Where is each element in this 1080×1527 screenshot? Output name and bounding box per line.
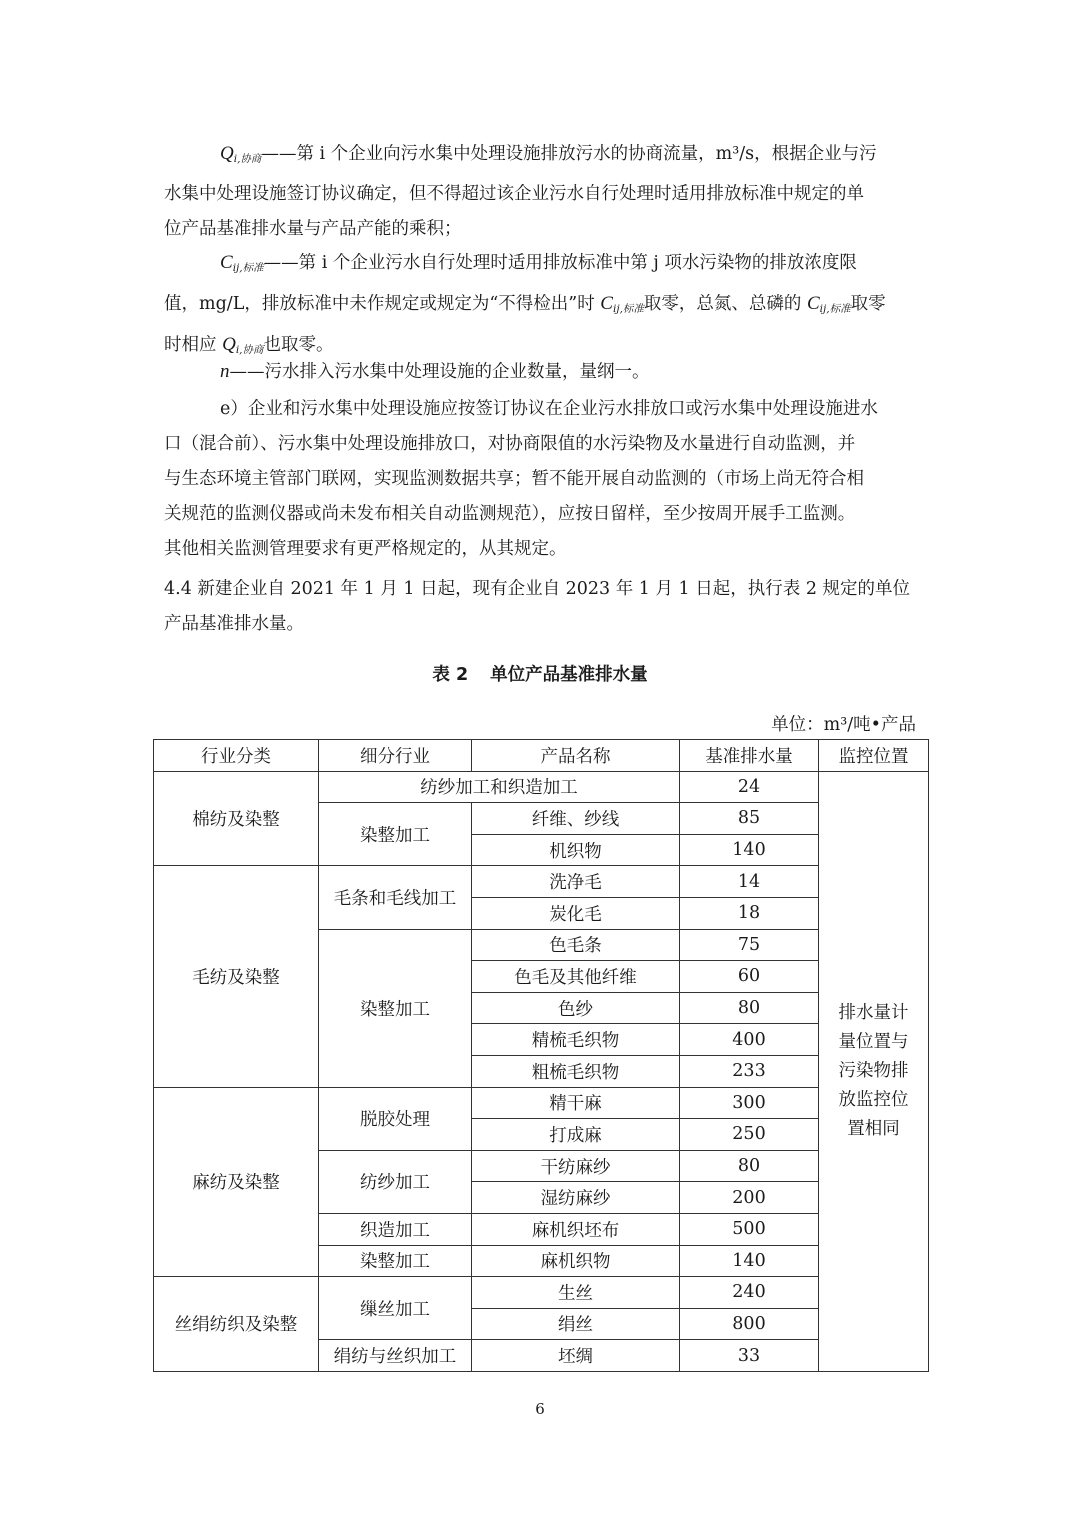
value-cell: 24 [680, 771, 819, 803]
c-symbol-inline-2: C [806, 293, 820, 314]
c-text-3b: 也取零。 [263, 335, 334, 355]
subsector-cell: 染整加工 [319, 929, 472, 1087]
value-cell: 75 [680, 929, 819, 961]
subsector-cell: 染整加工 [319, 803, 472, 866]
subsector-cell: 脱胶处理 [319, 1087, 472, 1150]
c-text-2c: 取零 [850, 294, 886, 314]
monitor-line: 置相同 [847, 1118, 900, 1139]
subsector-cell: 织造加工 [319, 1213, 472, 1245]
monitor-line: 排水量计 [838, 1002, 909, 1023]
clause-4-4-line-2: 产品基准排水量。 [164, 614, 304, 634]
q-definition-paragraph [164, 136, 918, 247]
value-cell: 33 [680, 1340, 819, 1372]
subsector-cell: 缫丝加工 [319, 1277, 472, 1340]
value-cell: 80 [680, 1150, 819, 1182]
value-cell: 140 [680, 834, 819, 866]
value-cell: 300 [680, 1087, 819, 1119]
product-cell: 纤维、纱线 [472, 803, 680, 835]
table-row [154, 771, 929, 803]
clause-4-4-paragraph [164, 572, 918, 642]
product-cell: 打成麻 [472, 1119, 680, 1151]
item-e-line-5: 其他相关监测管理要求有更严格规定的，从其规定。 [164, 539, 567, 559]
monitor-line: 污染物排 [838, 1060, 909, 1081]
q-definition-line-3: 位产品基准排水量与产品产能的乘积； [164, 219, 462, 239]
value-cell: 240 [680, 1277, 819, 1309]
product-cell: 精梳毛织物 [472, 1024, 680, 1056]
table-row [154, 866, 929, 898]
item-e-paragraph [164, 392, 918, 567]
c-definition-line-2 [164, 286, 918, 327]
value-cell: 60 [680, 961, 819, 993]
item-e-line-1: e）企业和污水集中处理设施应按签订协议在企业污水排放口或污水集中处理设施进水 [220, 399, 878, 419]
product-cell: 湿纺麻纱 [472, 1182, 680, 1214]
q-symbol-inline: Q [222, 334, 236, 355]
header-subsector: 细分行业 [319, 740, 472, 772]
c-definition-paragraph [164, 245, 918, 368]
q-definition-line-2: 水集中处理设施签订协议确定，但不得超过该企业污水自行处理时适用排放标准中规定的单 [164, 184, 864, 204]
product-cell: 机织物 [472, 834, 680, 866]
category-cell: 毛纺及染整 [154, 866, 319, 1087]
table-unit: 单位：m³/吨•产品 [771, 715, 916, 735]
c-text-3a: 时相应 [164, 335, 223, 355]
category-cell: 麻纺及染整 [154, 1087, 319, 1277]
product-cell: 坯绸 [472, 1340, 680, 1372]
value-cell: 200 [680, 1182, 819, 1214]
baseline-drainage-table [153, 739, 929, 1372]
header-volume: 基准排水量 [680, 740, 819, 772]
monitor-line: 放监控位 [838, 1089, 909, 1110]
product-cell: 精干麻 [472, 1087, 680, 1119]
value-cell: 400 [680, 1024, 819, 1056]
c-symbol-inline-1: C [600, 293, 613, 314]
monitor-line: 量位置与 [838, 1031, 909, 1052]
category-cell: 丝绢纺织及染整 [154, 1277, 319, 1372]
product-cell: 色毛及其他纤维 [472, 961, 680, 993]
product-cell: 炭化毛 [472, 897, 680, 929]
header-category: 行业分类 [154, 740, 319, 772]
product-cell: 绢丝 [472, 1308, 680, 1340]
value-cell: 85 [680, 803, 819, 835]
item-e-line-3: 与生态环境主管部门联网，实现监测数据共享；暂不能开展自动监测的（市场上尚无符合相 [164, 469, 864, 489]
monitor-position-cell [819, 771, 929, 1371]
q-definition-line-1 [164, 136, 918, 177]
subsector-cell: 毛条和毛线加工 [319, 866, 472, 929]
item-e-line-4: 关规范的监测仪器或尚未发布相关自动监测规范），应按日留样，至少按周开展手工监测。 [164, 504, 856, 524]
product-cell: 生丝 [472, 1277, 680, 1309]
q-text-1: ——第 i 个企业向污水集中处理设施排放污水的协商流量，m³/s，根据企业与污 [261, 144, 877, 164]
c-subscript-inline-1: ij,标准 [612, 303, 644, 315]
n-symbol: n [220, 361, 230, 382]
value-cell: 800 [680, 1308, 819, 1340]
table-header-row [154, 740, 929, 772]
subsector-cell: 纺纱加工 [319, 1150, 472, 1213]
product-cell: 麻机织坯布 [472, 1213, 680, 1245]
header-product: 产品名称 [472, 740, 680, 772]
product-cell: 粗梳毛织物 [472, 1055, 680, 1087]
value-cell: 80 [680, 992, 819, 1024]
clause-4-4-line-1: 4.4 新建企业自 2021 年 1 月 1 日起，现有企业自 2023 年 1 月 1 日起，执行表 2 规定的单位 [164, 579, 911, 599]
product-cell: 纺纱加工和织造加工 [319, 771, 680, 803]
q-symbol: Q [220, 143, 234, 164]
table-title: 单位产品基准排水量 [490, 665, 648, 685]
table-row [154, 1087, 929, 1119]
c-text-2a: 值，mg/L，排放标准中未作规定或规定为“不得检出”时 [164, 294, 601, 314]
product-cell: 洗净毛 [472, 866, 680, 898]
header-monitor: 监控位置 [819, 740, 929, 772]
c-subscript: ij,标准 [232, 262, 264, 274]
n-definition-line [164, 354, 918, 390]
value-cell: 500 [680, 1213, 819, 1245]
c-text-2b: 取零，总氮、总磷的 [643, 294, 807, 314]
value-cell: 250 [680, 1119, 819, 1151]
item-e-line-2: 口（混合前）、污水集中处理设施排放口，对协商限值的水污染物及水量进行自动监测，并 [164, 434, 856, 454]
page-number: 6 [535, 1400, 545, 1418]
q-subscript-inline: i,协商 [235, 344, 264, 356]
product-cell: 麻机织物 [472, 1245, 680, 1277]
value-cell: 18 [680, 897, 819, 929]
product-cell: 色毛条 [472, 929, 680, 961]
category-cell: 棉纺及染整 [154, 771, 319, 866]
c-definition-line-1 [164, 245, 918, 286]
table-row [154, 1277, 929, 1309]
value-cell: 233 [680, 1055, 819, 1087]
n-text: ——污水排入污水集中处理设施的企业数量，量纲一。 [229, 362, 650, 382]
monitor-position-text [819, 999, 928, 1144]
n-definition-paragraph [164, 354, 918, 390]
table-number: 表 2 [432, 665, 469, 685]
table-caption [0, 660, 1080, 690]
q-subscript: i,协商 [233, 153, 262, 165]
c-text-1: ——第 i 个企业污水自行处理时适用排放标准中第 j 项水污染物的排放浓度限 [263, 253, 857, 273]
subsector-cell: 染整加工 [319, 1245, 472, 1277]
product-cell: 干纺麻纱 [472, 1150, 680, 1182]
subsector-cell: 绢纺与丝织加工 [319, 1340, 472, 1372]
c-subscript-inline-2: ij,标准 [819, 303, 851, 315]
value-cell: 14 [680, 866, 819, 898]
c-symbol: C [220, 252, 233, 273]
product-cell: 色纱 [472, 992, 680, 1024]
value-cell: 140 [680, 1245, 819, 1277]
